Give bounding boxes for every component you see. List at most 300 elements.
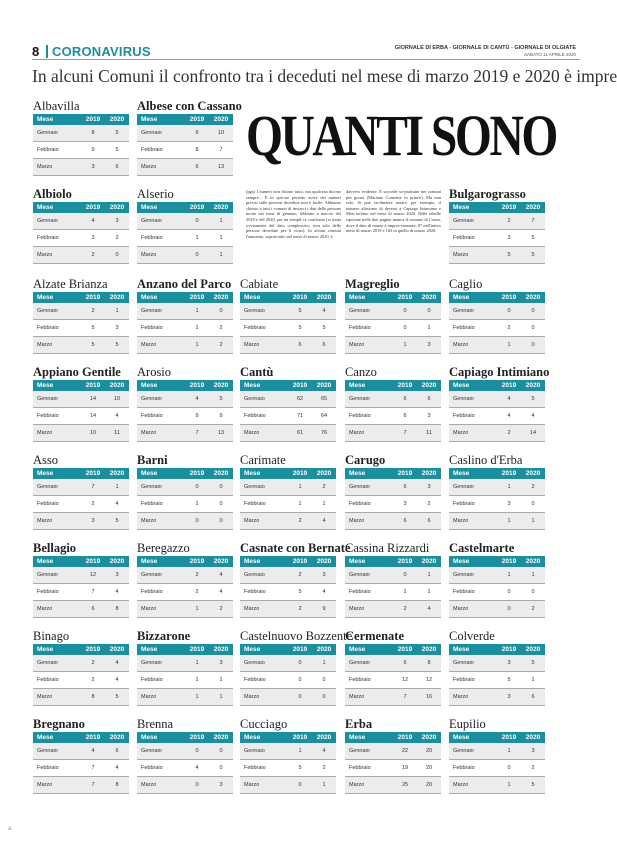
value-2020: 11 bbox=[114, 430, 120, 436]
value-2020: 1 bbox=[219, 218, 223, 224]
header-month: Mese bbox=[453, 382, 470, 389]
value-2020: 0 bbox=[531, 325, 535, 331]
comune-name: Asso bbox=[33, 453, 59, 467]
header-2019: 2019 bbox=[85, 558, 101, 565]
month-cell: Febbraio bbox=[141, 589, 163, 595]
value-2020: 4 bbox=[115, 677, 119, 683]
value-2019: 5 bbox=[91, 325, 95, 331]
header-month: Mese bbox=[453, 470, 470, 477]
month-cell: Febbraio bbox=[141, 677, 163, 683]
month-cell: Febbraio bbox=[141, 765, 163, 771]
value-2019: 1 bbox=[195, 235, 199, 241]
table-header bbox=[137, 380, 233, 391]
month-cell: Marzo bbox=[349, 694, 365, 700]
table-row bbox=[137, 743, 233, 760]
header-month: Mese bbox=[141, 470, 158, 477]
value-2019: 2 bbox=[298, 606, 302, 612]
value-2019: 7 bbox=[91, 782, 95, 788]
value-2019: 2 bbox=[91, 308, 95, 314]
header-2019: 2019 bbox=[292, 382, 308, 389]
table-row bbox=[345, 496, 441, 513]
value-2020: 14 bbox=[529, 430, 537, 436]
table-header bbox=[33, 202, 129, 213]
value-2019: 8 bbox=[91, 130, 95, 136]
header-month: Mese bbox=[453, 734, 470, 741]
value-2020: 4 bbox=[322, 589, 326, 595]
value-2019: 9 bbox=[91, 147, 95, 153]
value-2019: 3 bbox=[507, 660, 511, 666]
value-2020: 8 bbox=[427, 660, 431, 666]
value-2020: 3 bbox=[531, 748, 535, 754]
value-2020: 64 bbox=[320, 413, 328, 419]
table-row bbox=[137, 247, 233, 264]
value-2020: 3 bbox=[322, 572, 326, 578]
table-row bbox=[449, 230, 545, 247]
value-2020: 4 bbox=[427, 606, 431, 612]
header-2019: 2019 bbox=[189, 734, 205, 741]
value-2019: 1 bbox=[403, 342, 407, 348]
comune-name: Eupilio bbox=[449, 717, 486, 731]
value-2019: 6 bbox=[91, 606, 95, 612]
header-2020: 2020 bbox=[525, 734, 541, 741]
value-2019: 3 bbox=[403, 501, 407, 507]
month-cell: Febbraio bbox=[453, 501, 475, 507]
page-header bbox=[32, 44, 580, 60]
table-row bbox=[33, 584, 129, 601]
table-header bbox=[137, 556, 233, 567]
comune-name: Cassina Rizzardi bbox=[345, 541, 430, 555]
month-cell: Febbraio bbox=[141, 413, 163, 419]
value-2020: 0 bbox=[219, 501, 223, 507]
header-month: Mese bbox=[141, 558, 158, 565]
comune-name: Appiano Gentile bbox=[33, 365, 121, 379]
comune-name: Barni bbox=[137, 453, 168, 467]
month-cell: Febbraio bbox=[453, 589, 475, 595]
month-cell: Marzo bbox=[141, 342, 157, 348]
month-cell: Febbraio bbox=[349, 325, 371, 331]
month-cell: Febbraio bbox=[37, 325, 59, 331]
header-2019: 2019 bbox=[189, 470, 205, 477]
header-month: Mese bbox=[37, 470, 54, 477]
value-2019: 1 bbox=[195, 325, 199, 331]
value-2019: 3 bbox=[507, 501, 511, 507]
comune-name: Colverde bbox=[449, 629, 495, 643]
value-2020: 1 bbox=[322, 782, 326, 788]
table-header bbox=[137, 292, 233, 303]
month-cell: Marzo bbox=[141, 694, 157, 700]
table-row bbox=[345, 584, 441, 601]
value-2019: 2 bbox=[91, 501, 95, 507]
value-2020: 2 bbox=[219, 606, 223, 612]
value-2019: 0 bbox=[195, 218, 199, 224]
month-cell: Gennaio bbox=[349, 660, 370, 666]
value-2019: 2 bbox=[507, 218, 511, 224]
month-cell: Gennaio bbox=[349, 572, 370, 578]
table-row bbox=[449, 655, 545, 672]
header-2019: 2019 bbox=[189, 646, 205, 653]
value-2019: 12 bbox=[401, 677, 409, 683]
month-cell: Febbraio bbox=[37, 147, 59, 153]
value-2020: 6 bbox=[427, 518, 431, 524]
comune-table bbox=[449, 364, 550, 442]
header-2019: 2019 bbox=[501, 294, 517, 301]
value-2019: 1 bbox=[195, 308, 199, 314]
month-cell: Marzo bbox=[141, 252, 157, 258]
value-2020: 6 bbox=[115, 164, 119, 170]
value-2020: 6 bbox=[322, 342, 326, 348]
header-month: Mese bbox=[37, 382, 54, 389]
article-text-1: (pgs) I numeri non dicono tutto, ma qualcosa dicono sempre... E in que-sto periodo avere dei numeri precisi sulle persone decedute non è facile. Abbiamo chiesto a tutti i comuni di inviarci i dati delle persone morte nei mesi di gennaio, febbraio e mar-zo del 2019 e del 2020, per un sempli-ce confronto (si tratta ovviamente del dato complessivo, non solo delle persone decedute per il virus). In alcuni comuni l'aumento, soprat-tutto nel mese di marzo 2020, è bbox=[246, 189, 341, 239]
table-row bbox=[137, 408, 233, 425]
table-row bbox=[33, 230, 129, 247]
table-row bbox=[449, 513, 545, 530]
month-cell: Gennaio bbox=[453, 484, 474, 490]
value-2020: 3 bbox=[219, 782, 223, 788]
table-header bbox=[137, 644, 233, 655]
header-divider bbox=[46, 45, 48, 58]
comune-table bbox=[137, 716, 233, 794]
header-2019: 2019 bbox=[85, 204, 101, 211]
comune-name: Magreglio bbox=[345, 277, 400, 291]
month-cell: Gennaio bbox=[141, 484, 162, 490]
value-2019: 0 bbox=[298, 677, 302, 683]
table-row bbox=[33, 303, 129, 320]
table-header bbox=[449, 556, 545, 567]
value-2019: 3 bbox=[91, 164, 95, 170]
value-2020: 12 bbox=[425, 677, 433, 683]
table-row bbox=[240, 601, 336, 618]
header-2020: 2020 bbox=[109, 116, 125, 123]
table-header bbox=[33, 468, 129, 479]
table-row bbox=[449, 584, 545, 601]
value-2020: 1 bbox=[322, 660, 326, 666]
table-row bbox=[33, 337, 129, 354]
header-2019: 2019 bbox=[501, 204, 517, 211]
value-2020: 5 bbox=[115, 518, 119, 524]
header-2020: 2020 bbox=[421, 470, 437, 477]
header-month: Mese bbox=[349, 558, 366, 565]
header-2020: 2020 bbox=[213, 734, 229, 741]
month-cell: Febbraio bbox=[349, 501, 371, 507]
table-row bbox=[449, 320, 545, 337]
value-2019: 61 bbox=[296, 430, 304, 436]
table-row bbox=[449, 777, 545, 794]
table-row bbox=[137, 425, 233, 442]
table-row bbox=[33, 142, 129, 159]
header-month: Mese bbox=[141, 646, 158, 653]
value-2019: 0 bbox=[403, 572, 407, 578]
comune-name: Beregazzo bbox=[137, 541, 190, 555]
header-month: Mese bbox=[37, 294, 54, 301]
month-cell: Marzo bbox=[37, 694, 53, 700]
table-row bbox=[240, 655, 336, 672]
table-row bbox=[240, 584, 336, 601]
value-2020: 1 bbox=[427, 325, 431, 331]
value-2020: 0 bbox=[531, 308, 535, 314]
table-header bbox=[137, 468, 233, 479]
month-cell: Gennaio bbox=[244, 572, 265, 578]
comune-name: Castelnuovo Bozzente bbox=[240, 629, 353, 643]
table-row bbox=[240, 391, 336, 408]
value-2019: 1 bbox=[298, 748, 302, 754]
table-row bbox=[137, 303, 233, 320]
value-2019: 5 bbox=[91, 342, 95, 348]
value-2019: 14 bbox=[89, 396, 97, 402]
value-2020: 0 bbox=[115, 252, 119, 258]
month-cell: Marzo bbox=[453, 606, 469, 612]
table-header bbox=[449, 292, 545, 303]
comune-table bbox=[449, 628, 545, 706]
table-row bbox=[345, 303, 441, 320]
value-2019: 4 bbox=[507, 396, 511, 402]
value-2020: 4 bbox=[322, 748, 326, 754]
month-cell: Febbraio bbox=[453, 235, 475, 241]
table-row bbox=[33, 567, 129, 584]
comune-table bbox=[240, 540, 351, 618]
value-2020: 5 bbox=[531, 782, 535, 788]
header-2020: 2020 bbox=[109, 734, 125, 741]
table-row bbox=[33, 425, 129, 442]
value-2019: 1 bbox=[507, 518, 511, 524]
comune-name: Alzate Brianza bbox=[33, 277, 108, 291]
header-month: Mese bbox=[37, 646, 54, 653]
header-2020: 2020 bbox=[213, 558, 229, 565]
table-header bbox=[240, 380, 336, 391]
header-month: Mese bbox=[37, 558, 54, 565]
comune-table bbox=[240, 276, 336, 354]
comune-name: Albiolo bbox=[33, 187, 72, 201]
month-cell: Marzo bbox=[244, 606, 260, 612]
comune-name: Bregnano bbox=[33, 717, 85, 731]
table-row bbox=[240, 337, 336, 354]
month-cell: Febbraio bbox=[349, 765, 371, 771]
table-header bbox=[33, 556, 129, 567]
header-2019: 2019 bbox=[397, 294, 413, 301]
header-2019: 2019 bbox=[85, 116, 101, 123]
table-header bbox=[33, 380, 129, 391]
comune-table bbox=[345, 716, 441, 794]
month-cell: Febbraio bbox=[453, 765, 475, 771]
table-row bbox=[449, 672, 545, 689]
header-rule bbox=[32, 59, 580, 60]
value-2020: 76 bbox=[320, 430, 328, 436]
month-cell: Febbraio bbox=[141, 325, 163, 331]
value-2019: 5 bbox=[298, 325, 302, 331]
value-2020: 7 bbox=[219, 147, 223, 153]
header-2020: 2020 bbox=[213, 646, 229, 653]
value-2020: 20 bbox=[425, 748, 433, 754]
comune-table bbox=[33, 540, 129, 618]
value-2019: 4 bbox=[91, 748, 95, 754]
value-2019: 2 bbox=[195, 589, 199, 595]
month-cell: Marzo bbox=[37, 342, 53, 348]
comune-name: Caslino d'Erba bbox=[449, 453, 523, 467]
month-cell: Febbraio bbox=[349, 413, 371, 419]
value-2020: 0 bbox=[531, 589, 535, 595]
value-2020: 4 bbox=[115, 413, 119, 419]
month-cell: Febbraio bbox=[453, 677, 475, 683]
value-2019: 6 bbox=[403, 518, 407, 524]
value-2020: 4 bbox=[115, 765, 119, 771]
month-cell: Gennaio bbox=[141, 572, 162, 578]
header-month: Mese bbox=[349, 294, 366, 301]
month-cell: Marzo bbox=[141, 164, 157, 170]
header-2020: 2020 bbox=[316, 294, 332, 301]
month-cell: Marzo bbox=[37, 252, 53, 258]
month-cell: Gennaio bbox=[37, 308, 58, 314]
value-2020: 0 bbox=[427, 308, 431, 314]
value-2019: 1 bbox=[195, 694, 199, 700]
value-2019: 1 bbox=[195, 606, 199, 612]
table-row bbox=[449, 408, 545, 425]
comune-table bbox=[137, 540, 233, 618]
comune-table bbox=[449, 716, 545, 794]
table-row bbox=[240, 672, 336, 689]
table-row bbox=[449, 213, 545, 230]
value-2019: 0 bbox=[195, 252, 199, 258]
value-2019: 0 bbox=[507, 606, 511, 612]
header-2019: 2019 bbox=[292, 734, 308, 741]
table-header bbox=[33, 732, 129, 743]
value-2019: 1 bbox=[195, 501, 199, 507]
table-row bbox=[33, 479, 129, 496]
value-2020: 1 bbox=[531, 572, 535, 578]
header-2020: 2020 bbox=[421, 734, 437, 741]
value-2019: 7 bbox=[91, 765, 95, 771]
table-row bbox=[240, 743, 336, 760]
table-header bbox=[449, 202, 545, 213]
article-headline: QUANTI SONO bbox=[246, 103, 556, 168]
value-2019: 0 bbox=[507, 308, 511, 314]
table-row bbox=[345, 601, 441, 618]
header-month: Mese bbox=[244, 646, 261, 653]
value-2020: 3 bbox=[115, 572, 119, 578]
value-2019: 3 bbox=[91, 518, 95, 524]
comune-table bbox=[137, 452, 233, 530]
month-cell: Gennaio bbox=[244, 660, 265, 666]
header-month: Mese bbox=[141, 204, 158, 211]
value-2020: 20 bbox=[425, 782, 433, 788]
header-2019: 2019 bbox=[501, 470, 517, 477]
header-2019: 2019 bbox=[501, 558, 517, 565]
value-2020: 11 bbox=[426, 430, 432, 436]
table-header bbox=[240, 292, 336, 303]
value-2019: 6 bbox=[403, 660, 407, 666]
table-row bbox=[240, 567, 336, 584]
table-row bbox=[137, 655, 233, 672]
table-header bbox=[33, 292, 129, 303]
table-row bbox=[240, 479, 336, 496]
header-2020: 2020 bbox=[109, 294, 125, 301]
header-2020: 2020 bbox=[213, 382, 229, 389]
value-2019: 2 bbox=[298, 572, 302, 578]
table-row bbox=[449, 425, 545, 442]
month-cell: Marzo bbox=[453, 430, 469, 436]
header-2020: 2020 bbox=[525, 558, 541, 565]
value-2019: 1 bbox=[507, 484, 511, 490]
header-2019: 2019 bbox=[189, 294, 205, 301]
comune-name: Cabiate bbox=[240, 277, 279, 291]
value-2019: 4 bbox=[91, 218, 95, 224]
comune-table bbox=[345, 628, 441, 706]
value-2019: 1 bbox=[507, 748, 511, 754]
header-2020: 2020 bbox=[316, 470, 332, 477]
header-2020: 2020 bbox=[109, 204, 125, 211]
table-header bbox=[345, 732, 441, 743]
comune-name: Canzo bbox=[345, 365, 377, 379]
value-2020: 4 bbox=[322, 308, 326, 314]
month-cell: Gennaio bbox=[37, 130, 58, 136]
value-2020: 20 bbox=[425, 765, 433, 771]
table-row bbox=[33, 777, 129, 794]
header-2019: 2019 bbox=[501, 382, 517, 389]
table-row bbox=[33, 125, 129, 142]
comune-name: Cucciago bbox=[240, 717, 288, 731]
table-row bbox=[240, 496, 336, 513]
comune-table bbox=[449, 540, 545, 618]
value-2020: 1 bbox=[531, 677, 535, 683]
value-2019: 2 bbox=[195, 572, 199, 578]
comune-name: Alserio bbox=[137, 187, 174, 201]
value-2019: 4 bbox=[195, 396, 199, 402]
value-2020: 3 bbox=[115, 325, 119, 331]
table-row bbox=[137, 567, 233, 584]
month-cell: Gennaio bbox=[141, 308, 162, 314]
issue-date: SABATO 11 APRILE 2020 bbox=[523, 52, 576, 57]
table-row bbox=[240, 689, 336, 706]
value-2019: 7 bbox=[91, 484, 95, 490]
table-row bbox=[345, 391, 441, 408]
header-month: Mese bbox=[453, 204, 470, 211]
value-2019: 6 bbox=[298, 342, 302, 348]
value-2020: 5 bbox=[115, 130, 119, 136]
value-2020: 2 bbox=[115, 235, 119, 241]
table-row bbox=[33, 689, 129, 706]
table-header bbox=[345, 644, 441, 655]
value-2020: 13 bbox=[217, 430, 225, 436]
table-row bbox=[240, 777, 336, 794]
header-2020: 2020 bbox=[213, 470, 229, 477]
value-2019: 7 bbox=[403, 694, 407, 700]
value-2020: 1 bbox=[219, 677, 223, 683]
value-2019: 5 bbox=[298, 308, 302, 314]
value-2019: 5 bbox=[298, 589, 302, 595]
value-2020: 0 bbox=[219, 484, 223, 490]
month-cell: Marzo bbox=[349, 430, 365, 436]
table-row bbox=[33, 320, 129, 337]
value-2019: 2 bbox=[91, 252, 95, 258]
month-cell: Febbraio bbox=[244, 413, 266, 419]
value-2019: 0 bbox=[298, 694, 302, 700]
value-2019: 8 bbox=[91, 694, 95, 700]
header-month: Mese bbox=[453, 294, 470, 301]
table-row bbox=[137, 159, 233, 176]
header-2019: 2019 bbox=[397, 734, 413, 741]
month-cell: Gennaio bbox=[141, 218, 162, 224]
value-2020: 5 bbox=[531, 235, 535, 241]
month-cell: Marzo bbox=[349, 606, 365, 612]
month-cell: Gennaio bbox=[37, 218, 58, 224]
header-month: Mese bbox=[244, 734, 261, 741]
header-2020: 2020 bbox=[213, 204, 229, 211]
value-2020: 4 bbox=[219, 572, 223, 578]
month-cell: Gennaio bbox=[244, 308, 265, 314]
month-cell: Gennaio bbox=[453, 308, 474, 314]
header-2020: 2020 bbox=[421, 558, 437, 565]
comune-name: Carugo bbox=[345, 453, 386, 467]
value-2019: 1 bbox=[507, 572, 511, 578]
value-2020: 10 bbox=[113, 396, 121, 402]
